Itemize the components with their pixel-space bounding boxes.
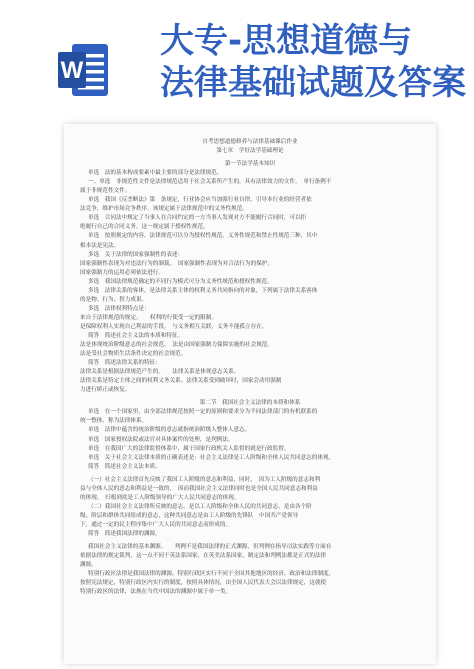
document-preview	[64, 124, 436, 664]
text-line: 简答 简述我国法律的渊源。	[88, 530, 161, 537]
text-line: 法是受社会物质生活条件决定的社会规范。	[80, 351, 187, 358]
text-line: 国家强制性表现为对违法行为的制裁。 国家强制性表现为对合法行为的保护。	[80, 260, 273, 267]
text-line: 我国社会主义法律的基本渊源。 判例不是我国法律的正式渊源，但判例在指导司法实践等方面有	[88, 544, 332, 551]
text-line: 国家强制力的运用必须依法进行。	[80, 269, 164, 276]
text-line: 法是体现统治阶级意志的社会规范。 法是由国家强制力保障实施的社会规范。	[80, 342, 273, 349]
section-heading: 第七章 学好法学基础理论	[216, 148, 284, 155]
text-line: 单选 法的基本构成要素中最主要的部分是法律规范。	[88, 170, 223, 177]
text-line: 多选 法律关系的客体，是法律关系主体的权利义务共同指向的对象，下列属于法律关系客体	[88, 287, 318, 294]
page-title	[160, 20, 470, 104]
text-line: 多选 法律权利特点是：	[88, 305, 150, 312]
document-body	[74, 138, 426, 597]
word-icon-letter: W	[60, 57, 84, 84]
page-header	[0, 0, 474, 110]
text-line: 绝履行自己的合同义务，这一规定属于授权性规范。	[80, 224, 209, 231]
text-line: 根本法是宪法。	[80, 242, 120, 249]
section-heading: 第一节法学基本知识	[224, 161, 276, 168]
text-line: （一）社会主义法律首先反映了我国工人阶级的意志和利益，同时， 因为工人阶级的意志和利	[88, 476, 321, 483]
text-line: 简答 简述法律关系的特征：	[88, 360, 161, 367]
text-line: 特别行政区的法律，法规在当代中国法的渊源中属于单一类。	[80, 589, 232, 596]
text-line: 单选 在一个国家里，由全部法律规范按照一定的原则和要求分为不同法律部门的有机联系的	[88, 409, 318, 416]
text-line: 简答 简述社会主义法本质。	[88, 463, 161, 470]
text-line: 多选 我国法律规范确定的不同行为模式可分为义务性规范和授权性规范。	[88, 278, 273, 285]
text-line: 单选 国家授权法院或法官对具体案件的处理，是判例法。	[88, 436, 234, 443]
text-line: 依据法律的规定裁判，这一点不同于英法系国家，在英美法系国家，制定法和判例法都是正式的法律	[80, 553, 327, 560]
text-line: 渊源。	[80, 562, 97, 569]
text-line: 属于非规范性文件。	[80, 188, 131, 195]
text-line: 下，通过一定的民主程序集中广大人民的共同意志而形成的。	[80, 521, 232, 528]
text-line: 来自于法律规范的规定。 权利的行使受一定的限制。	[80, 314, 218, 321]
text-line: （二）我国社会主义法律所反映的意志，是以工人阶级和全体人民的共同意志，是由各个阶	[88, 503, 312, 510]
text-line: 力进行矫正或恢复。	[80, 387, 131, 394]
text-line: 单选 关于社会主义法律本质的正确表述是：社会主义法律是工人阶级和全体人民共同意志的体现。	[88, 454, 335, 461]
text-line: 益与全体人民的意志和利益是一致的， 因而我国社会主义法律同时也是全国人民共同意志和利益	[80, 485, 318, 492]
title-line-2: 法律基础试题及答案	[160, 63, 466, 103]
text-line: 是保障权利人实现自己利益的手段。 与义务相互关联，义务不能孤立存在。	[80, 323, 268, 330]
text-line: 单选 按照规定的内容，法律规范可以分为授权性规范、义务性规范和禁止性规范三种，其中	[88, 233, 318, 240]
text-line: 一、单选 非规范性文件是法律规范适用于社会关系所产生的，具有法律效力的文件。 单行条例不	[88, 179, 332, 186]
text-line: 特别行政区法律是我国法律的渊源。特别行政区实行不同于全国其他地区的经济、政治和法律制度，	[88, 571, 335, 578]
section-heading: 第二节 我国社会主义法律的本质和体系	[199, 400, 301, 407]
text-line: 简答 简述社会主义法的本质和特征。	[88, 332, 184, 339]
text-line: 按照宪法规定，特别行政区内实行的制度，按照具体情况，由全国人民代表大会以法律规定，这就使	[80, 580, 327, 587]
word-document-icon	[58, 42, 110, 98]
text-line: 级、阶层和群体共同组成的意志，这种共同意志是由工人阶级的先锋队 中国共产党领导	[80, 512, 299, 519]
text-line: 法竞争，维护市场竞争秩序。该规定属于法律规范中的义务性规范。	[80, 206, 248, 213]
text-line: 单选 我国《反垄断法》第 条规定，行业协会应当加强行业自律，引导本行业的经营者依	[88, 197, 312, 204]
text-line: 单选 合同法中规定了当事人在合同约定的一方当事人发现对方不能履行合同时，可以拒	[88, 215, 307, 222]
text-line: 法律关系是根据法律规范产生的。 法律关系是体现意志关系。	[80, 369, 240, 376]
title-line-1: 大专-思想道德与	[160, 21, 413, 61]
text-line: 多选 关于法律的国家强制性的表述：	[88, 251, 184, 258]
text-line: 单选 在我国广大的法律监督体系中，属于国家行政机关人监督的就是行政监督。	[88, 445, 290, 452]
section-heading: 自考思想道德修养与法律基础课后作业	[202, 139, 298, 145]
text-line: 的是物、行为、智力成果。	[80, 296, 148, 303]
text-line: 统一整体，称为法律体系。	[80, 418, 148, 425]
text-line: 法律关系是特定主体之间的权利义务关系。法律关系受到破坏时，国家会动用强制	[80, 378, 282, 385]
text-line: 单选 法律中蕴含的统治阶级的意志就指统治阶级人整体人意志。	[88, 427, 251, 434]
text-line: 的体现。 归根到底是工人阶级领导的广大人民共同意志的体现。	[80, 494, 240, 501]
